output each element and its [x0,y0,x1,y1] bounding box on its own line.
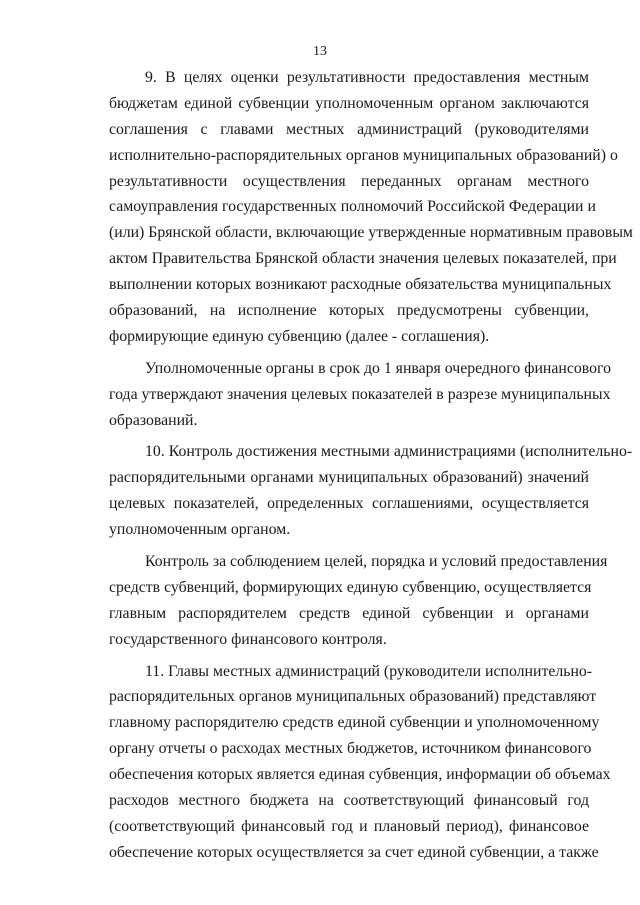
text-line: обеспечения которых является единая субвенция, информации об объемах [109,766,611,784]
paragraph [109,439,633,543]
text-line: 10. Контроль достижения местными администрациями (исполнительно- [145,443,633,461]
text-line: Контроль за соблюдением целей, порядка и условий предоставления [145,553,608,571]
paragraph [109,65,633,350]
text-line: государственного финансового контроля. [109,630,387,648]
text-line: главному распорядителю средств единой субвенции и уполномоченному [109,714,600,732]
text-line: соглашения с главами местных администраций (руководителями [109,120,589,138]
text-line: формирующие единую субвенцию (далее - соглашения). [109,327,490,345]
text-line: 11. Главы местных администраций (руководители исполнительно- [145,662,593,680]
text-line: главным распорядителем средств единой субвенции и органами [109,604,589,622]
text-line: выполнении которых возникают расходные обязательства муниципальных [109,276,612,294]
paragraph [109,356,611,434]
text-line: (или) Брянской области, включающие утвержденные нормативным правовым [109,224,633,242]
text-line: самоуправления государственных полномочий Российской Федерации и [109,198,596,216]
text-line: уполномоченным органом. [109,521,291,539]
text-line: бюджетам единой субвенции уполномоченным органом заключаются [109,94,589,112]
text-line: средств субвенций, формирующих единую субвенцию, осуществляется [109,578,592,596]
text-line: 9. В целях оценки результативности предоставления местным [145,69,589,86]
text-line: образований. [109,411,198,429]
text-line: результативности осуществления переданных органам местного [109,172,589,190]
document-body [109,65,633,866]
text-line: органу отчеты о расходах местных бюджетов, источником финансового [109,740,592,758]
paragraph [109,659,611,866]
text-line: года утверждают значения целевых показателей в разрезе муниципальных [109,385,611,403]
text-line: распорядительных органов муниципальных образований) представляют [109,688,597,706]
text-line: расходов местного бюджета на соответствующий финансовый год [109,792,589,810]
text-line: целевых показателей, определенных соглашениями, осуществляется [109,495,589,513]
page-number: 13 [313,44,327,59]
paragraph [109,549,608,653]
text-line: обеспечение которых осуществляется за счет единой субвенции, а также [109,843,599,861]
text-line: актом Правительства Брянской области значения целевых показателей, при [109,250,617,268]
text-line: Уполномоченные органы в срок до 1 января очередного финансового [145,359,611,377]
text-line: распорядительными органами муниципальных образований) значений [109,469,589,487]
text-line: (соответствующий финансовый год и плановый период), финансовое [109,817,589,835]
text-line: образований, на исполнение которых предусмотрены субвенции, [109,302,589,320]
text-line: исполнительно-распорядительных органов муниципальных образований) о [109,146,618,164]
